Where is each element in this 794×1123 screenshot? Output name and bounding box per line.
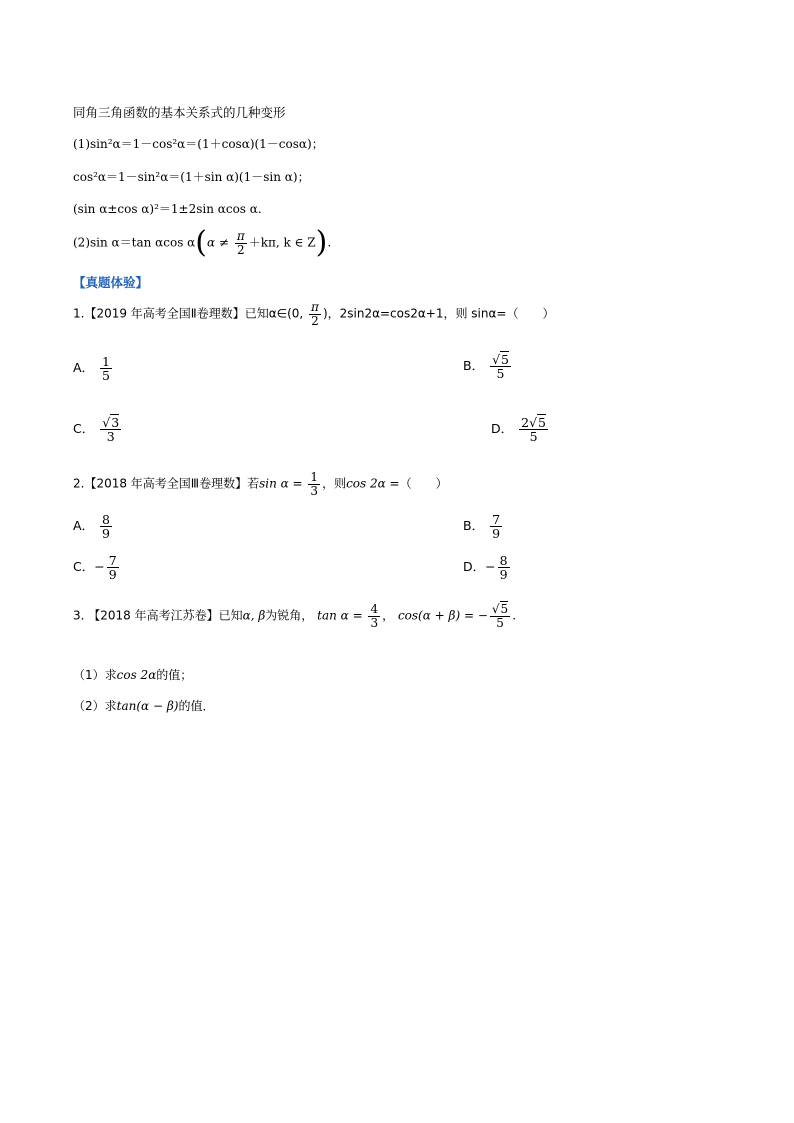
- formula-line-3: (sin α±cos α)²＝1±2sin αcos α.: [73, 202, 262, 216]
- formula-4-inner-a: α ≠: [207, 235, 229, 250]
- q2-cos: cos 2α =: [346, 476, 400, 491]
- q2-stem-b: ，则: [322, 476, 347, 491]
- q3-tan: tan α =: [317, 608, 363, 623]
- question-1-stem: [73, 301, 554, 327]
- q3-cos: cos(α + β) = −: [397, 608, 488, 623]
- q2-option-c[interactable]: C．− $\frac{7}{9}$: [73, 553, 117, 583]
- q2-fraction: $\frac{1}{3}$: [310, 470, 319, 498]
- section-heading: 同角三角函数的基本关系式的几种变形: [73, 105, 286, 120]
- section-tag: 【真题体验】: [73, 275, 149, 290]
- q2-option-a[interactable]: A． $\frac{8}{9}$: [73, 512, 110, 542]
- formula-line-4: (2)sin α＝tan αcos α(α ≠ $\frac{\pi}{2}$ ＋kπ, k ∈ Z).: [73, 225, 332, 260]
- q3-subquestion-1: （1）求cos 2α的值；: [73, 668, 193, 682]
- q3-cos-fraction: $\frac{√5}{5}$: [491, 602, 509, 630]
- q1-option-c[interactable]: C． $\frac{√3}{3}$: [73, 415, 120, 445]
- q1-pi-fraction: $\frac{\pi}{2}$: [311, 300, 319, 328]
- q1-option-a[interactable]: A． $\frac{1}{5}$: [73, 354, 110, 384]
- q2-stem-a: 2.【2018 年高考全国Ⅲ卷理数】若: [73, 476, 260, 491]
- q2-option-d[interactable]: D．− $\frac{8}{9}$: [463, 553, 508, 583]
- q3-stem-b: 为锐角，: [265, 608, 314, 623]
- q1-stem-b: )，2sin2α=cos2α+1，则 sinα=（ ）: [322, 306, 555, 321]
- formula-line-1: (1)sin²α＝1－cos²α＝(1＋cosα)(1－cosα)；: [73, 137, 324, 151]
- q3-subquestion-2: （2）求tan(α − β)的值．: [73, 699, 215, 713]
- q2-option-b[interactable]: B． $\frac{7}{9}$: [463, 512, 501, 542]
- formula-4-inner-b: ＋kπ, k ∈ Z: [248, 235, 316, 250]
- question-2-stem: [73, 471, 448, 497]
- q2-sin: sin α =: [259, 476, 303, 491]
- q3-vars: α, β: [242, 608, 266, 623]
- q1-stem-a: 1.【2019 年高考全国Ⅱ卷理数】已知α∈(0,: [73, 306, 304, 321]
- question-3-stem: 3. 【2018 年高考江苏卷】已知α, β为锐角， tan α = $\frac{4}{3}$ ， cos(α + β) = − $\frac{√5}{5}$ .: [73, 602, 517, 630]
- q3-stem-a: 3. 【2018 年高考江苏卷】已知: [73, 608, 243, 623]
- formula-4-prefix: (2)sin α＝tan αcos α: [73, 235, 196, 250]
- q3-tan-fraction: $\frac{4}{3}$: [370, 602, 379, 630]
- q2-stem-c: （ ）: [399, 476, 448, 491]
- q1-option-d[interactable]: D． $\frac{2√5}{5}$: [491, 415, 546, 445]
- formula-line-2: cos²α＝1－sin²α＝(1＋sin α)(1－sin α)；: [73, 170, 310, 184]
- q1-option-b[interactable]: B． $\frac{√5}{5}$: [463, 352, 509, 382]
- pi-over-2-fraction: $\frac{\pi}{2}$: [236, 228, 245, 257]
